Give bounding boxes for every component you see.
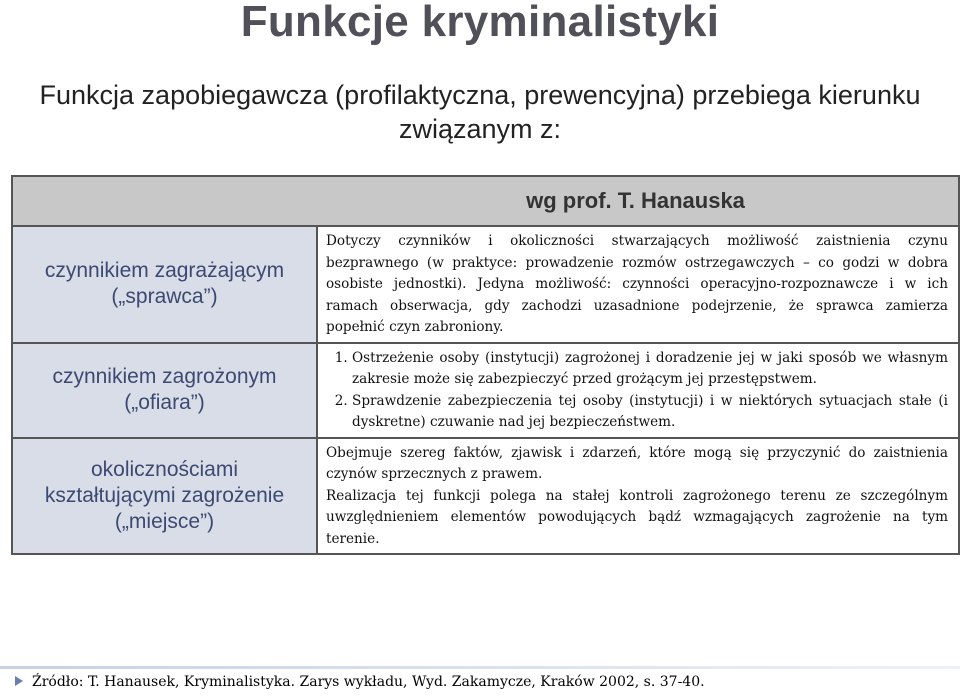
row-content-place [317, 438, 959, 555]
row-text: Realizacja tej funkcji polega na stałej kontroli zagrożonego terenu ze szczególnym uwzględnieniem elementów powodujących bądź wzmagających zagrożenie na tym terenie. [326, 487, 949, 547]
row-label-victim [12, 343, 317, 438]
footer-divider [0, 666, 960, 669]
table-row [12, 438, 959, 555]
table-header-label: wg prof. T. Hanauska [526, 188, 745, 213]
subtitle-line-2: związanym z: [398, 114, 562, 144]
page-title: Funkcje kryminalistyki [240, 0, 720, 46]
row-content-perpetrator [317, 226, 959, 343]
table-row [12, 343, 959, 438]
list-item: 1. Ostrzeżenie osoby (instytucji) zagrożonej i doradzenie jej w jaki sposób we własnym zakresie może się zabezpieczyć przed grożącym jej przestępstwem. [352, 348, 948, 391]
row-label-main: czynnikiem zagrożonym [52, 365, 277, 388]
row-text: Obejmuje szereg faktów, zjawisk i zdarzeń, które mogą się przyczynić do zaistnienia czynów sprzecznych z prawem. [326, 444, 949, 482]
row-label-main: okolicznościami [90, 457, 239, 481]
source-citation: Źródło: T. Hanausek, Kryminalistyka. Zarys wykładu, Wyd. Zakamycze, Kraków 2002, s. 37-40. [32, 674, 705, 690]
row-label-main: kształtującymi zagrożenie [44, 483, 285, 507]
row-label-sub: („miejsce”) [114, 509, 215, 533]
subtitle [0, 78, 960, 146]
bullet-triangle-icon [15, 676, 23, 686]
row-text: Dotyczy czynników i okoliczności stwarzających możliwość zaistnienia czynu bezprawnego (w praktyce: prowadzenie rozmów ostrzegawczych – co godzi w dobra osobiste jednostki). Jedyna możliwość: czynności operacyjno-rozpoznawcze i w ich ramach obserwacja, gdy zachodzi uzasadnione podejrzenie, że sprawca zamierza popełnić czyn zabroniony. [326, 233, 949, 335]
row-label-main: czynnikiem zagrażającym [44, 259, 285, 283]
row-label-perpetrator [12, 226, 317, 343]
row-content-victim [317, 343, 959, 438]
table-header [12, 176, 959, 226]
table-row [12, 226, 959, 343]
functions-table [11, 175, 960, 555]
row-label-sub: („sprawca”) [111, 285, 218, 309]
measures-list [326, 348, 948, 434]
subtitle-line-1: Funkcja zapobiegawcza (profilaktyczna, prewencyjna) przebiega kierunku [39, 80, 921, 110]
row-label-place [12, 438, 317, 555]
table-header-row [12, 176, 959, 226]
list-item: 2. Sprawdzenie zabezpieczenia tej osoby (instytucji) i w niektórych sytuacjach stałe (i dyskretne) czuwanie nad jej bezpieczeństwem. [352, 391, 948, 434]
row-label-sub: („ofiara”) [124, 391, 205, 414]
